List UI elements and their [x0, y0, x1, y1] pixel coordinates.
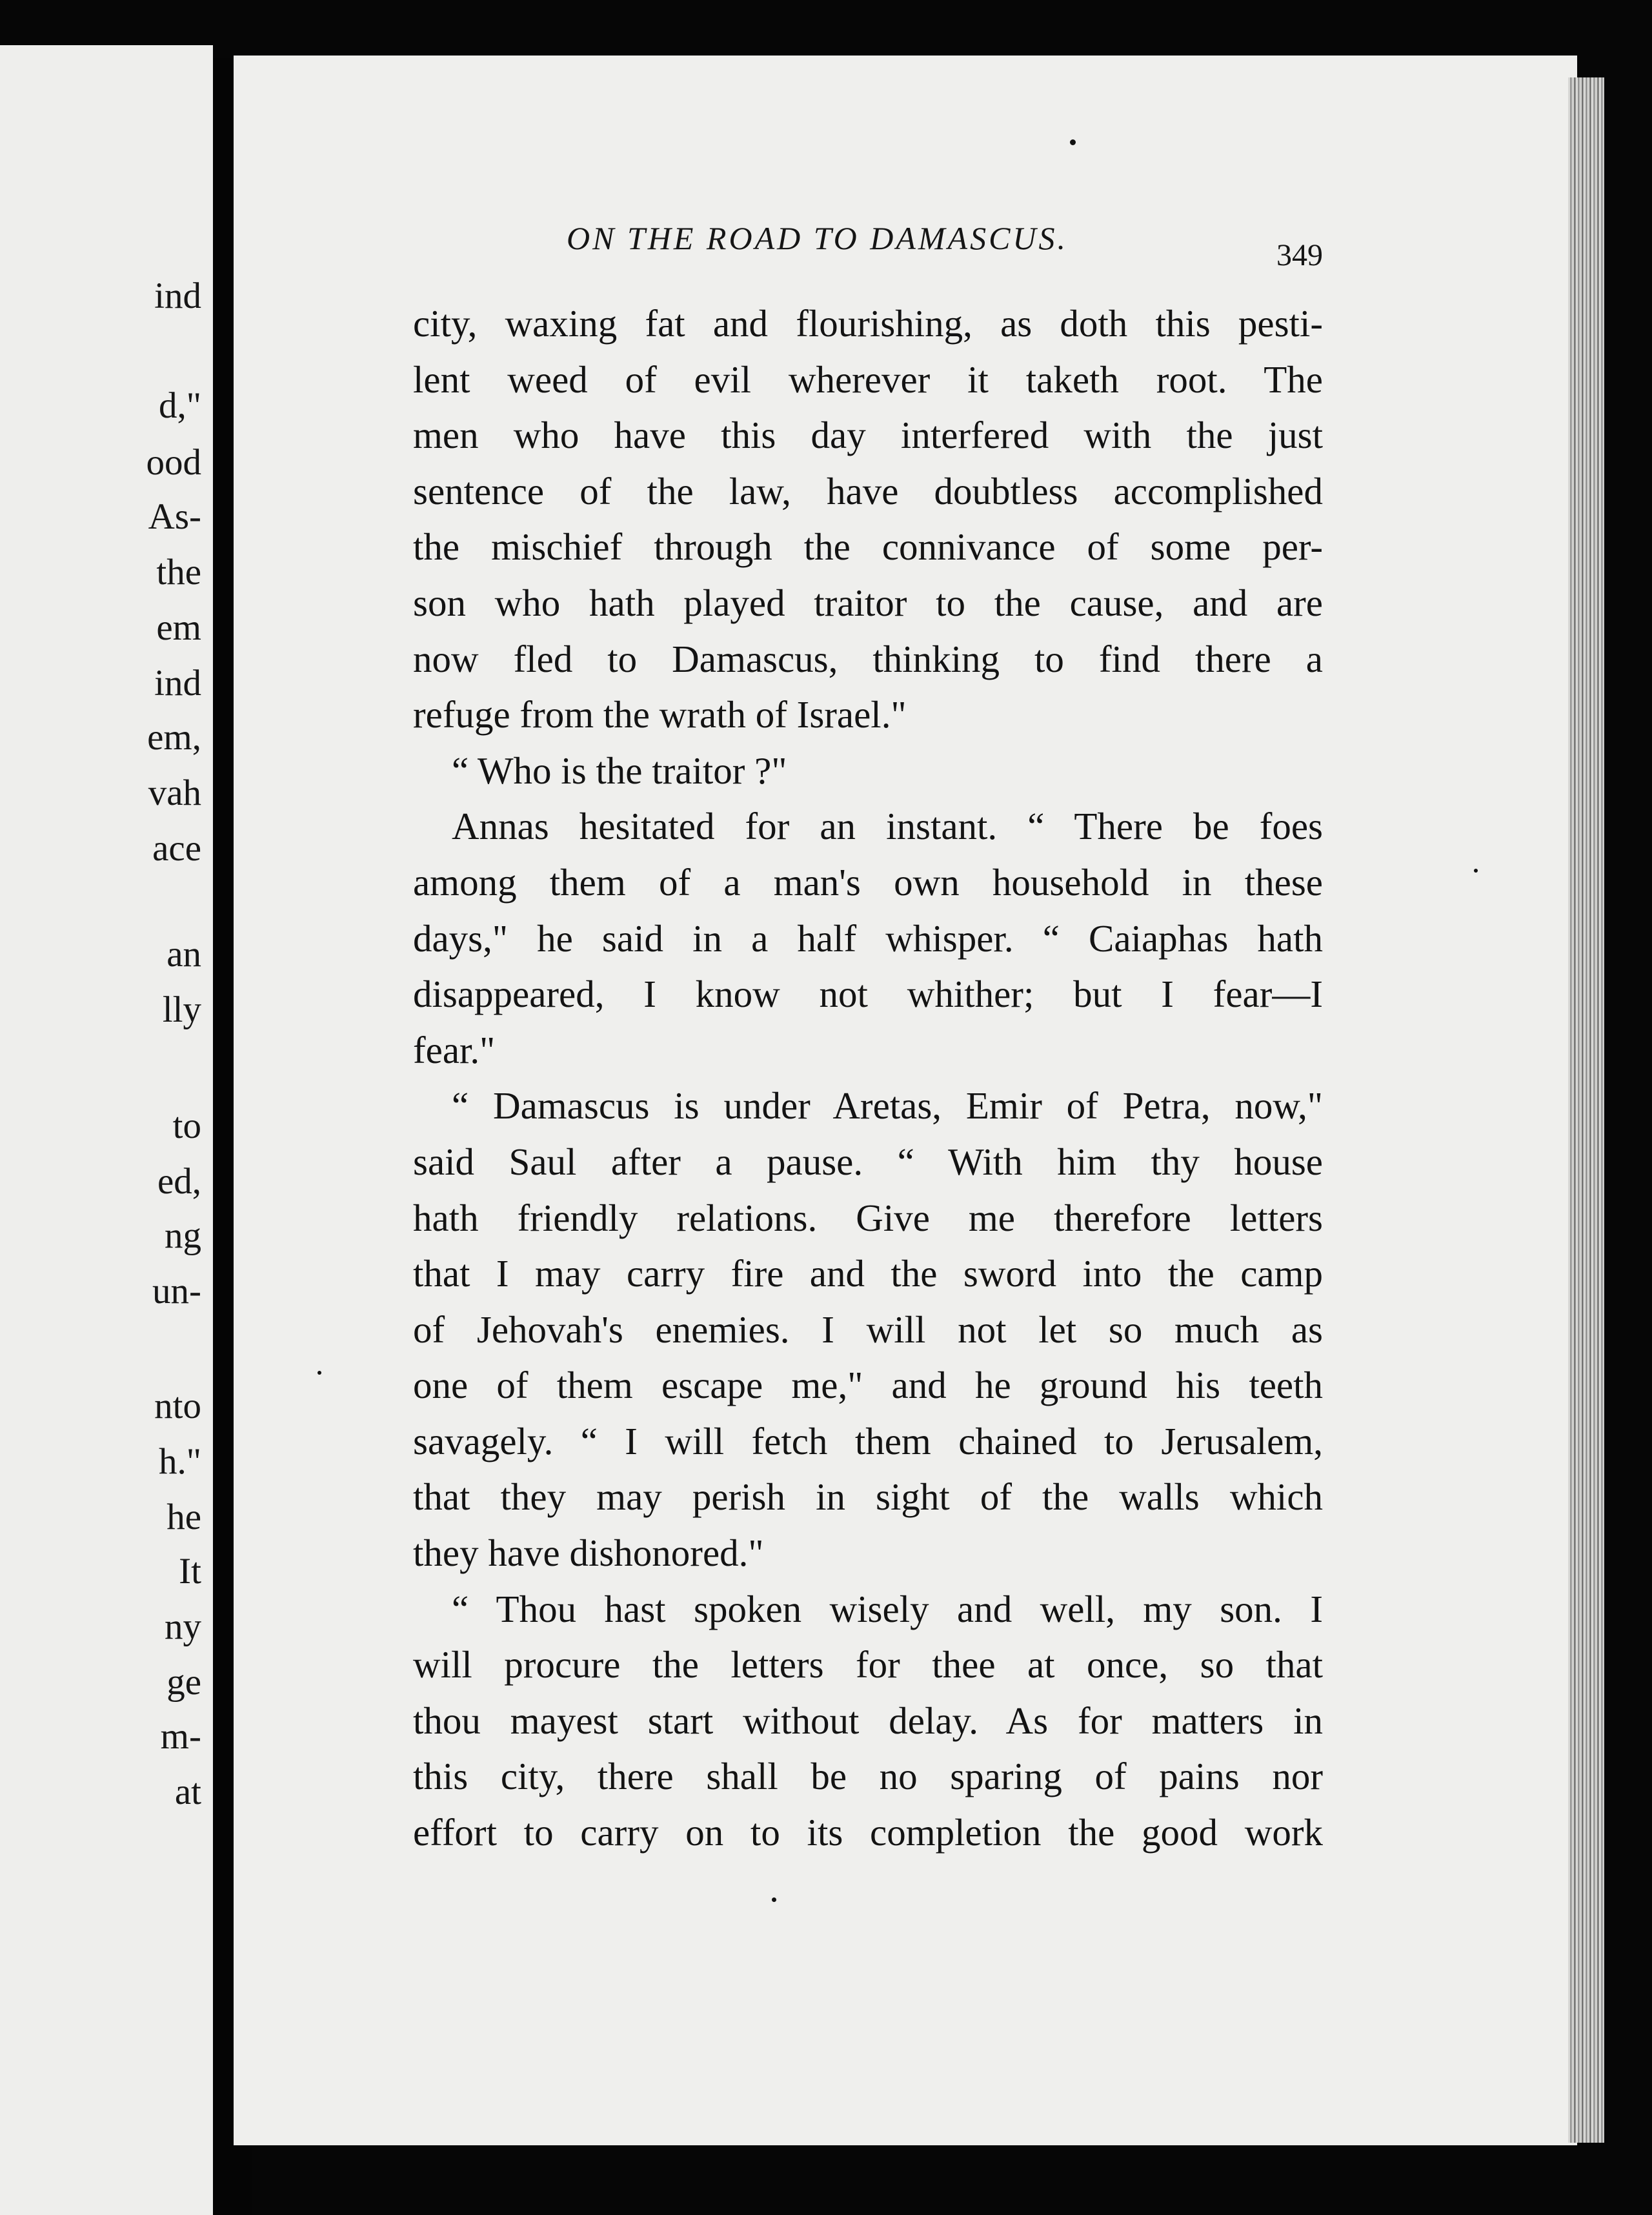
- left-page-fragment: ind: [154, 276, 201, 316]
- text-line: “ Thou hast spoken wisely and well, my son. I: [452, 1587, 1323, 1630]
- page-number: 349: [1276, 238, 1323, 272]
- text-line: one of them escape me," and he ground his teeth: [413, 1364, 1323, 1407]
- scan-speck: [317, 1371, 321, 1375]
- text-line: son who hath played traitor to the cause, and are: [413, 581, 1323, 624]
- text-line: fear.": [413, 1028, 496, 1071]
- scan-speck: [772, 1897, 776, 1902]
- left-page-fragment: un-: [152, 1271, 201, 1311]
- running-head: ON THE ROAD TO DAMASCUS.: [567, 220, 1069, 256]
- left-page-fragment: It: [179, 1551, 201, 1592]
- left-page-fragment: nto: [154, 1386, 201, 1426]
- text-line: “ Damascus is under Aretas, Emir of Petra, now,": [452, 1084, 1323, 1128]
- left-page-fragment: to: [172, 1106, 201, 1146]
- text-line: disappeared, I know not whither; but I fear—I: [413, 973, 1323, 1016]
- left-page-fragment: em,: [147, 717, 201, 758]
- text-line: sentence of the law, have doubtless accomplished: [413, 469, 1323, 512]
- text-line: Annas hesitated for an instant. “ There be foes: [452, 805, 1323, 848]
- text-line: now fled to Damascus, thinking to find there a: [413, 637, 1323, 680]
- body-text: [413, 296, 1323, 1861]
- left-page-fragment: vah: [148, 773, 201, 813]
- text-line: that I may carry fire and the sword into the camp: [413, 1252, 1323, 1295]
- left-page-fragment: ind: [154, 663, 201, 703]
- text-line: city, waxing fat and flourishing, as doth this pesti-: [413, 302, 1323, 345]
- left-page-fragment: d,": [158, 385, 201, 426]
- left-page-fragment: the: [156, 552, 201, 592]
- text-line: effort to carry on to its completion the good work: [413, 1811, 1323, 1854]
- text-line: “ Who is the traitor ?": [452, 749, 787, 792]
- left-page-fragment: m-: [160, 1716, 201, 1757]
- text-line: hath friendly relations. Give me therefore letters: [413, 1196, 1323, 1239]
- left-page-fragment: lly: [162, 989, 201, 1030]
- left-page-fragment: ed,: [157, 1161, 201, 1202]
- left-page-fragment: an: [166, 934, 201, 975]
- text-line: savagely. “ I will fetch them chained to Jerusalem,: [413, 1419, 1323, 1462]
- text-line: refuge from the wrath of Israel.": [413, 693, 907, 736]
- left-page-fragment: ng: [165, 1215, 201, 1256]
- left-page-fragment: ny: [165, 1606, 201, 1647]
- left-page-fragment: ge: [166, 1662, 201, 1703]
- text-line: said Saul after a pause. “ With him thy house: [413, 1140, 1323, 1183]
- text-line: that they may perish in sight of the walls which: [413, 1475, 1323, 1519]
- text-line: of Jehovah's enemies. I will not let so much as: [413, 1308, 1323, 1351]
- text-line: lent weed of evil wherever it taketh root. The: [413, 358, 1323, 401]
- text-line: the mischief through the connivance of some per-: [413, 525, 1323, 569]
- scan-speck: [1070, 139, 1076, 145]
- left-page-fragment: em: [156, 607, 201, 648]
- left-page-fragment: h.": [158, 1441, 201, 1482]
- left-page-fragment: ood: [146, 442, 201, 483]
- text-line: this city, there shall be no sparing of pains nor: [413, 1755, 1323, 1798]
- left-page-fragment: ace: [152, 828, 201, 869]
- text-line: thou mayest start without delay. As for matters in: [413, 1699, 1323, 1742]
- scan-speck: [1474, 869, 1478, 873]
- page-edge: [1568, 77, 1604, 2143]
- text-line: men who have this day interfered with the just: [413, 414, 1323, 457]
- text-line: will procure the letters for thee at once, so that: [413, 1643, 1323, 1686]
- text-line: among them of a man's own household in these: [413, 860, 1323, 904]
- left-facing-page: [0, 45, 213, 2215]
- left-page-fragment: As-: [148, 496, 201, 537]
- text-line: days," he said in a half whisper. “ Caiaphas hath: [413, 916, 1323, 960]
- text-line: they have dishonored.": [413, 1532, 764, 1575]
- left-page-fragment: he: [166, 1497, 201, 1537]
- left-page-fragment: at: [174, 1772, 201, 1812]
